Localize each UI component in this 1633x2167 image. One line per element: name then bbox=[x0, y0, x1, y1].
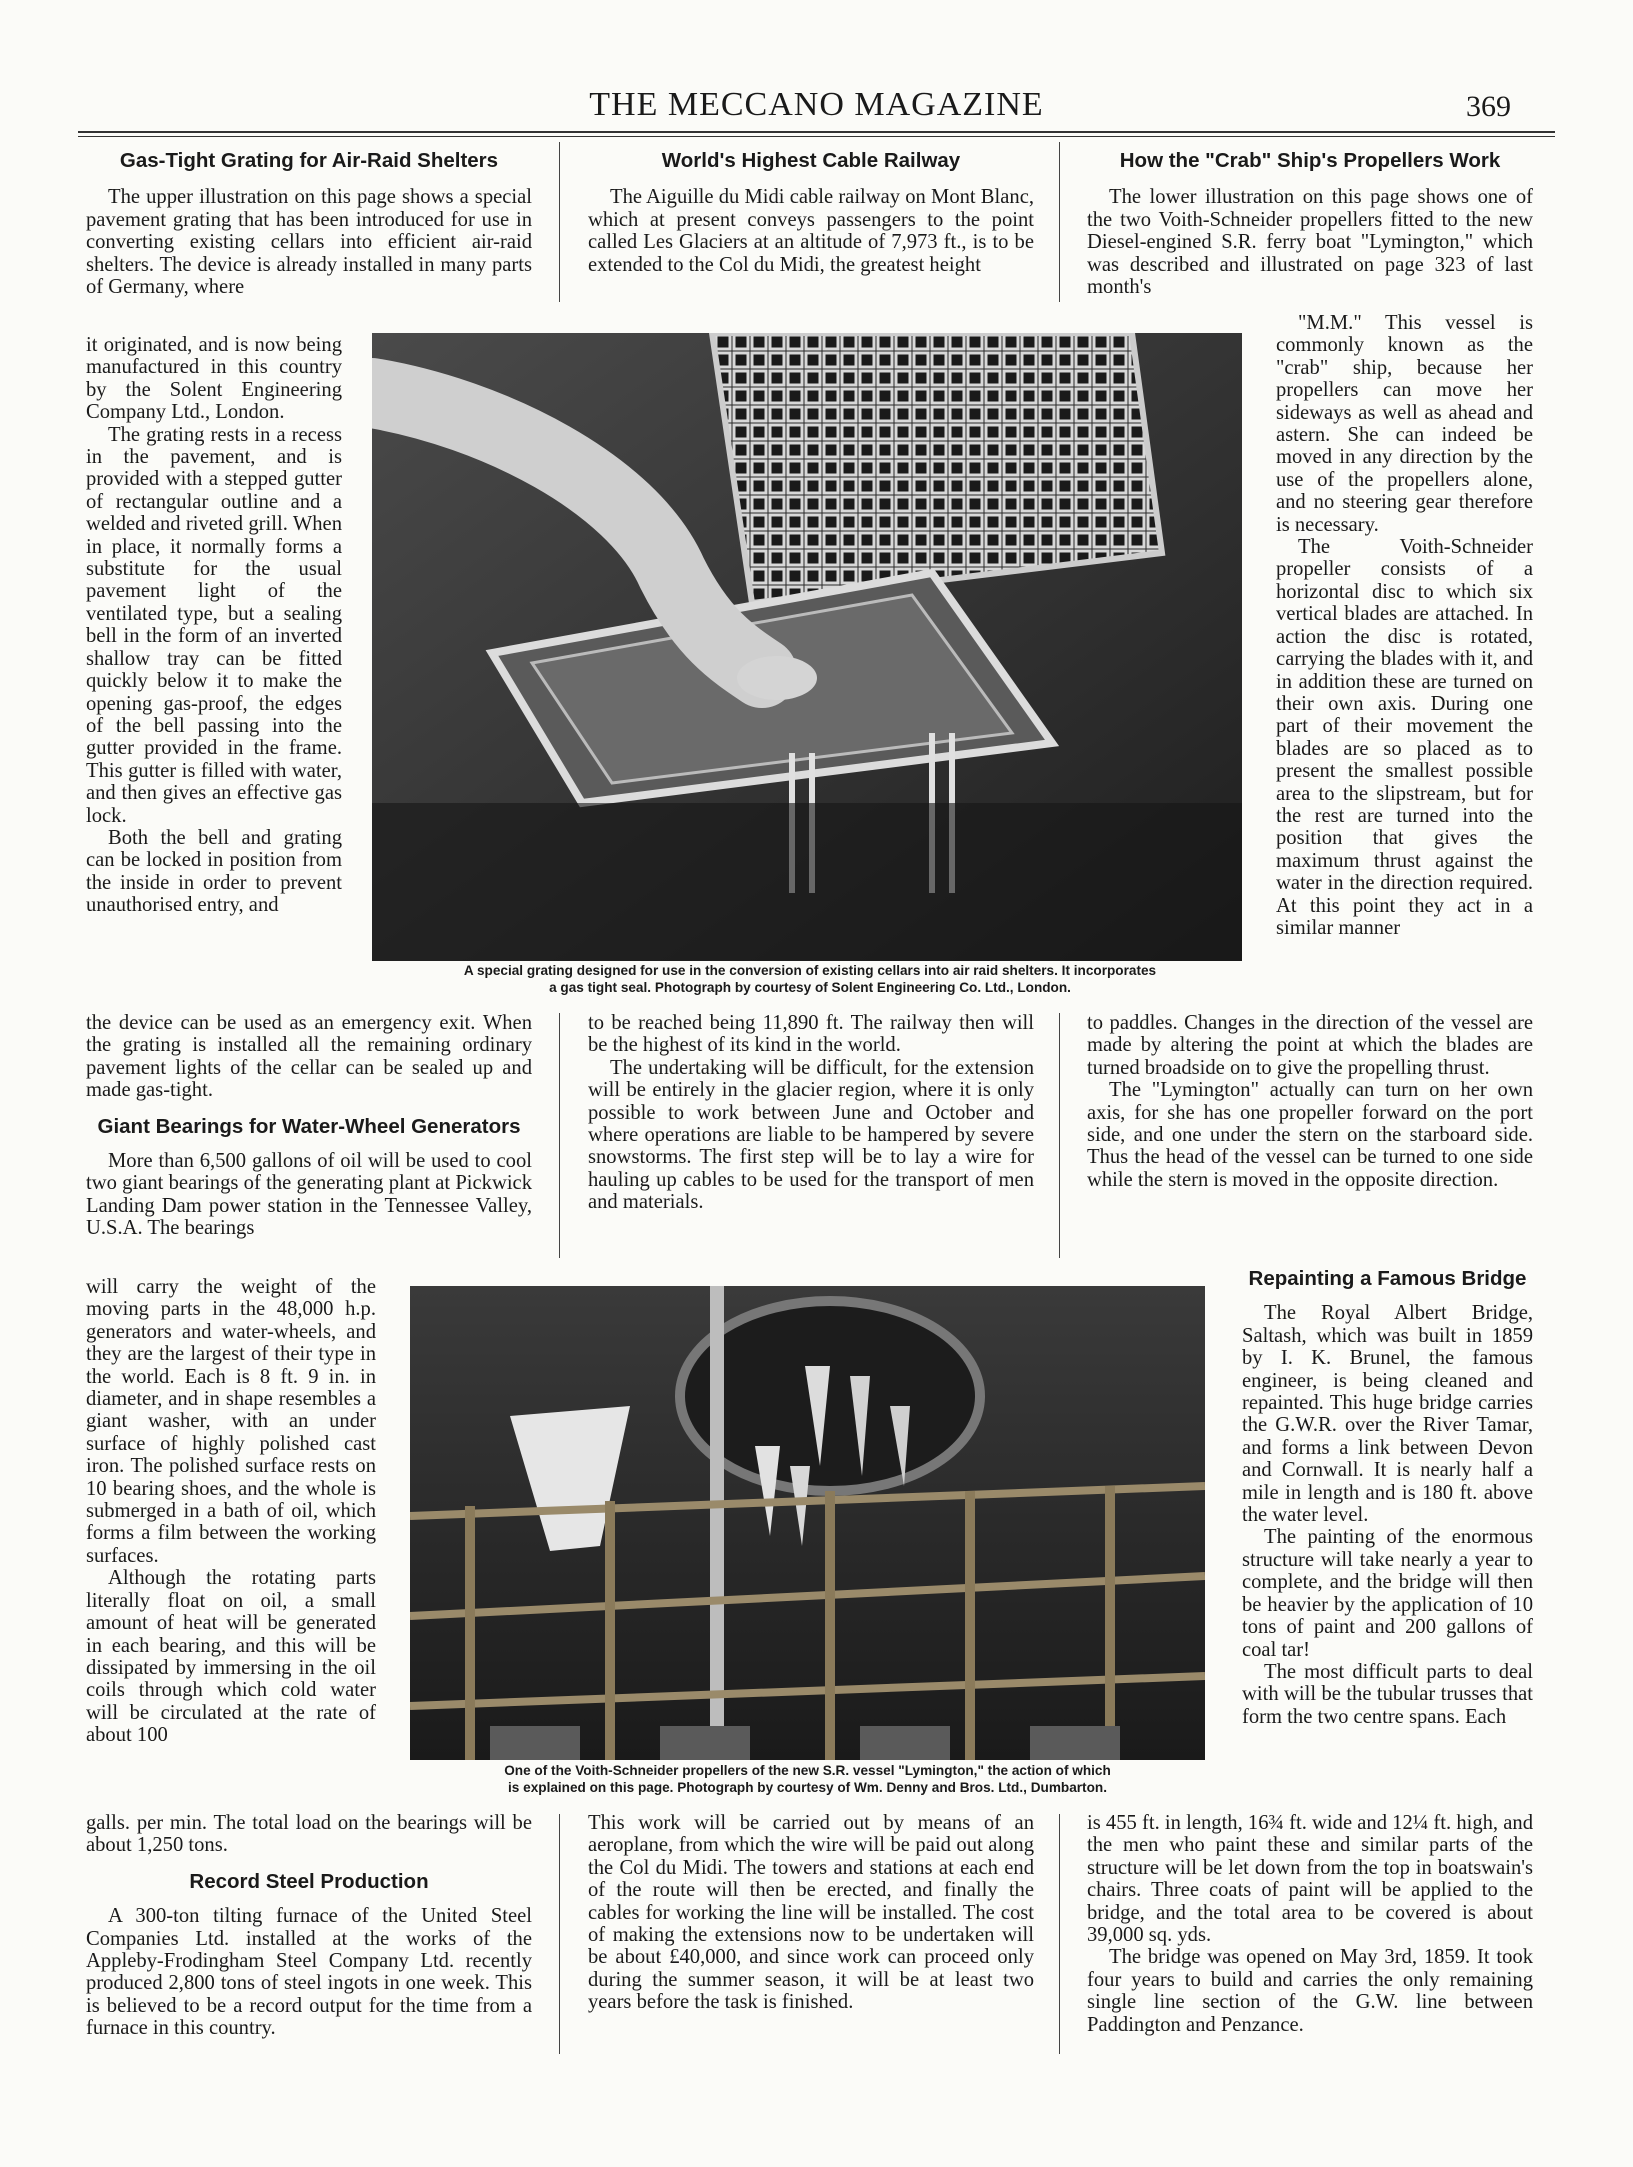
bridge-heading: Repainting a Famous Bridge bbox=[1248, 1267, 1527, 1290]
grating-photo bbox=[372, 333, 1242, 961]
crab-ship-paragraph: "M.M." This vessel is commonly known as the "crab" ship, because her propellers can move her sideways as well as ahead and astern. She can indeed be moved in any direction by the use of the propellers alone, and no steering gear therefore is necessary. bbox=[1276, 312, 1533, 536]
grating-caption-line: a gas tight seal. Photograph by courtesy of Solent Engineering Co. Ltd., London. bbox=[549, 980, 1071, 995]
column-divider bbox=[1059, 1814, 1060, 2054]
propeller-photo bbox=[410, 1286, 1205, 1760]
grating-paragraph: it originated, and is now being manufactured in this country by the Solent Engineering Company Ltd., London. bbox=[86, 334, 342, 424]
bridge-paragraph: is 455 ft. in length, 16¾ ft. wide and 12¼ ft. high, and the men who paint these and similar parts of the structure will be let down from the top in boatswain's chairs. Three coats of paint will be applied to the bridge, and the total area to be covered is about 39,000 sq. yds. bbox=[1087, 1812, 1533, 1947]
grating-photo-illustration bbox=[372, 333, 1242, 961]
crab-ship-heading: How the "Crab" Ship's Propellers Work bbox=[1119, 149, 1501, 172]
crab-ship-paragraph: The Voith-Schneider propeller consists of a horizontal disc to which six vertical blades are attached. In action the disc is rotated, carrying the blades with it, and in addition these are turned on their own axis. During one part of their movement the blades are so placed as to present the smallest possible area to the slipstream, but for the rest are turned into the position that gives the maximum thrust against the water in the direction required. At this point they act in a similar manner bbox=[1276, 536, 1533, 939]
magazine-title: THE MECCANO MAGAZINE bbox=[589, 86, 1044, 123]
column-divider bbox=[559, 142, 560, 302]
column-divider bbox=[1059, 1013, 1060, 1258]
grating-paragraph: The grating rests in a recess in the pavement, and is provided with a stepped gutter of rectangular outline and a welded and riveted grill. When in place, it normally forms a substitute for the usual pavement light of the ventilated type, but a sealing bell in the form of an inverted shallow tray can be fitted quickly below it to make the opening gas-proof, the edges of the bell passing into the gutter provided in the frame. This gutter is filled with water, and then gives an effective gas lock. bbox=[86, 423, 342, 827]
grating-paragraph: Both the bell and grating can be locked in position from the inside in order to prevent unauthorised entry, and bbox=[86, 826, 342, 917]
grating-intro: The upper illustration on this page shows a special pavement grating that has been introduced for use in converting existing cellars into efficient air-raid shelters. The device is already installed in many parts of Germany, where bbox=[86, 186, 532, 299]
grating-heading: Gas-Tight Grating for Air-Raid Shelters bbox=[119, 149, 499, 172]
steel-paragraph: A 300-ton tilting furnace of the United Steel Companies Ltd. installed at the works of the Appleby-Frodingham Steel Company Ltd. recently produced 2,800 tons of steel ingots in one week. This is believed to be a record output for the time from a furnace in this country. bbox=[86, 1905, 532, 2040]
propeller-photo-illustration bbox=[410, 1286, 1205, 1760]
crab-ship-paragraph: to paddles. Changes in the direction of the vessel are made by altering the point at which the blades are turned broadside on to give the propelling thrust. bbox=[1087, 1012, 1533, 1079]
cable-railway-heading: World's Highest Cable Railway bbox=[661, 149, 961, 172]
grating-paragraph-end: the device can be used as an emergency exit. When the grating is installed all the remaining ordinary pavement lights of the cellar can be sealed up and made gas-tight. bbox=[86, 1012, 532, 1102]
column-divider bbox=[559, 1013, 560, 1258]
bearings-paragraph-end: galls. per min. The total load on the bearings will be about 1,250 tons. bbox=[86, 1812, 532, 1857]
bridge-paragraph: The painting of the enormous structure will take nearly a year to complete, and the bridge will then be heavier by the application of 10 tons of paint and 200 gallons of coal tar! bbox=[1242, 1526, 1533, 1661]
cable-railway-paragraph-end: This work will be carried out by means of an aeroplane, from which the wire will be paid out along the Col du Midi. The towers and stations at each end of the route will then be erected, and finally the cables for working the line will be installed. The cost of making the extensions now to be undertaken will be about £40,000, and since work can proceed only during the summer season, it will be at least two years before the task is finished. bbox=[588, 1812, 1034, 2014]
grating-caption-line: A special grating designed for use in the conversion of existing cellars into air raid shelters. It incorporates bbox=[463, 963, 1157, 978]
bearings-paragraph: Although the rotating parts literally float on oil, a small amount of heat will be generated in each bearing, and this will be dissipated by immersing in the oil coils through which cold water will be circulated at the rate of about 100 bbox=[86, 1567, 376, 1747]
bearings-intro: More than 6,500 gallons of oil will be used to cool two giant bearings of the generating plant at Pickwick Landing Dam power station in the Tennessee Valley, U.S.A. The bearings bbox=[86, 1150, 532, 1240]
propeller-caption-line: is explained on this page. Photograph by courtesy of Wm. Denny and Bros. Ltd., Dumbarton. bbox=[508, 1780, 1107, 1795]
column-divider bbox=[559, 1814, 560, 2054]
bridge-paragraph: The most difficult parts to deal with will be the tubular trusses that form the two centre spans. Each bbox=[1242, 1660, 1533, 1728]
bearings-heading: Giant Bearings for Water-Wheel Generators bbox=[97, 1114, 521, 1138]
cable-railway-intro: The Aiguille du Midi cable railway on Mont Blanc, which at present conveys passengers to the point called Les Glaciers at an altitude of 7,973 ft., is to be extended to the Col du Midi, the greatest height bbox=[588, 186, 1034, 276]
column-divider bbox=[1059, 142, 1060, 302]
bridge-paragraph: The bridge was opened on May 3rd, 1859. It took four years to build and carries the only remaining single line section of the G.W. line between Paddington and Penzance. bbox=[1087, 1946, 1533, 2036]
steel-heading: Record Steel Production bbox=[189, 1869, 429, 1893]
cable-railway-paragraph: to be reached being 11,890 ft. The railway then will be the highest of its kind in the world. bbox=[588, 1012, 1034, 1057]
page-number: 369 bbox=[1466, 90, 1511, 123]
crab-ship-intro: The lower illustration on this page shows one of the two Voith-Schneider propellers fitted to the new Diesel-engined S.R. ferry boat "Lymington," which was described and illustrated on page 323 of last month's bbox=[1087, 186, 1533, 299]
crab-ship-paragraph: The "Lymington" actually can turn on her own axis, for she has one propeller forward on the port side, and one under the stern on the starboard side. Thus the head of the vessel can be turned to one side while the stern is moved in the opposite direction. bbox=[1087, 1079, 1533, 1191]
header-rule-thin bbox=[78, 136, 1555, 137]
propeller-caption-line: One of the Voith-Schneider propellers of the new S.R. vessel "Lymington," the action of which bbox=[504, 1763, 1111, 1778]
bearings-paragraph: will carry the weight of the moving parts in the 48,000 h.p. generators and water-wheels, and they are the largest of their type in the world. Each is 8 ft. 9 in. in diameter, and in shape resembles a giant washer, with an under surface of highly polished cast iron. The polished surface rests on 10 bearing shoes, and the whole is submerged in a bath of oil, which forms a film between the working surfaces. bbox=[86, 1276, 376, 1567]
cable-railway-paragraph: The undertaking will be difficult, for the extension will be entirely in the glacier region, where it is only possible to work between June and October and where operations are liable to be hampered by severe snowstorms. The first step will be to lay a wire for hauling up cables to be used for the transport of men and materials. bbox=[588, 1056, 1034, 1214]
bridge-paragraph: The Royal Albert Bridge, Saltash, which was built in 1859 by I. K. Brunel, the famous engineer, is being cleaned and repainted. This huge bridge carries the G.W.R. over the River Tamar, and forms a link between Devon and Cornwall. It is nearly half a mile in length and is 180 ft. above the water level. bbox=[1242, 1302, 1533, 1527]
header-rule bbox=[78, 131, 1555, 133]
